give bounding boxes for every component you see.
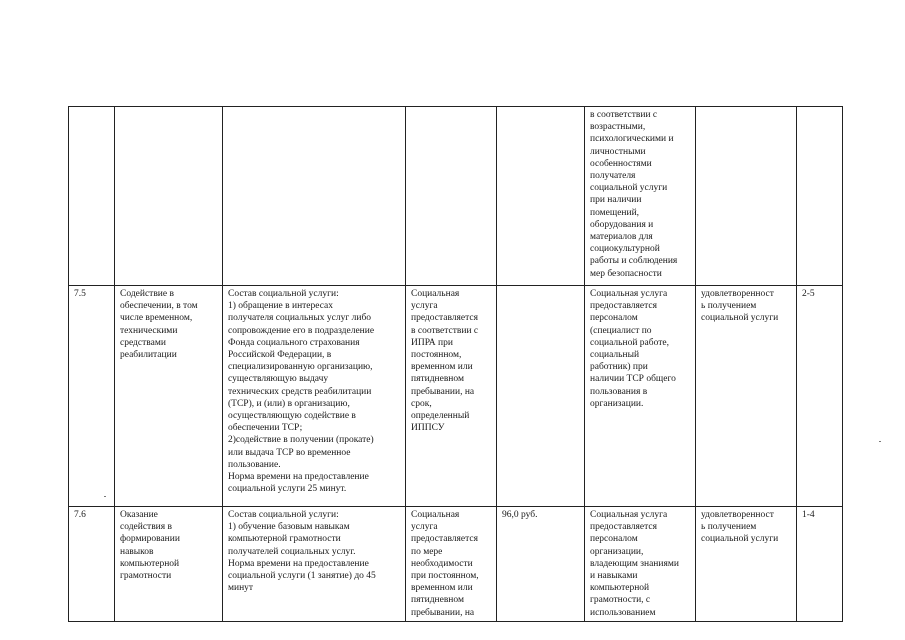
table-row [69,507,843,622]
cell-score [797,107,843,286]
cell-content: Состав социальной услуги: 1) обучение базовым навыкам компьютерной грамотности получателей социальных услуг. Норма времени на предоставление социальной услуги (1 занятие) до 45 минут [223,507,406,622]
cell-tariff [497,107,585,286]
table-row [69,286,843,507]
cell-conditions: в соответствии с возрастными, психологическими и личностными особенностями получателя социальной услуги при наличии помещений, оборудования и материалов для социокультурной работы и соблюдения мер безопасности [585,107,696,286]
cell-service-name [115,107,223,286]
services-table [68,106,843,622]
cell-terms: Социальная услуга предоставляется в соответствии с ИПРА при постоянном, временном или пятидневном пребывании, на срок, определенный ИППСУ [406,286,497,507]
cell-content: Состав социальной услуги: 1) обращение в интересах получателя социальных услуг либо сопровождение его в подразделение Фонда социального страхования Российской Федерации, в специализированную организацию, существляющую выдачу технических средств реабилитации (ТСР), и (или) в организацию, осуществляющую содействие в обеспечении ТСР; 2)содействие в получении (прокате) или выдача ТСР во временное пользование. Норма времени на предоставление социальной услуги 25 минут. [223,286,406,507]
cell-conditions: Социальная услуга предоставляется персоналом (специалист по социальной работе, социальный работник) при наличии ТСР общего пользования в организации. [585,286,696,507]
cell-terms: Социальная услуга предоставляется по мере необходимости при постоянном, временном или пятидневном пребывании, на [406,507,497,622]
scan-speck [104,496,106,497]
cell-indicators [696,107,797,286]
cell-score: 1-4 [797,507,843,622]
cell-terms [406,107,497,286]
cell-num: 7.5 [69,286,115,507]
cell-service-name: Оказание содействия в формировании навыков компьютерной грамотности [115,507,223,622]
cell-indicators: удовлетворенност ь получением социальной услуги [696,507,797,622]
table-row [69,107,843,286]
cell-num [69,107,115,286]
cell-tariff [497,286,585,507]
cell-score: 2-5 [797,286,843,507]
cell-num: 7.6 [69,507,115,622]
cell-content [223,107,406,286]
cell-indicators: удовлетворенност ь получением социальной услуги [696,286,797,507]
scan-speck [879,441,881,442]
cell-conditions: Социальная услуга предоставляется персоналом организации, владеющим знаниями и навыками компьютерной грамотности, с использованием [585,507,696,622]
cell-service-name: Содействие в обеспечении, в том числе временном, техническими средствами реабилитации [115,286,223,507]
cell-tariff: 96,0 руб. [497,507,585,622]
